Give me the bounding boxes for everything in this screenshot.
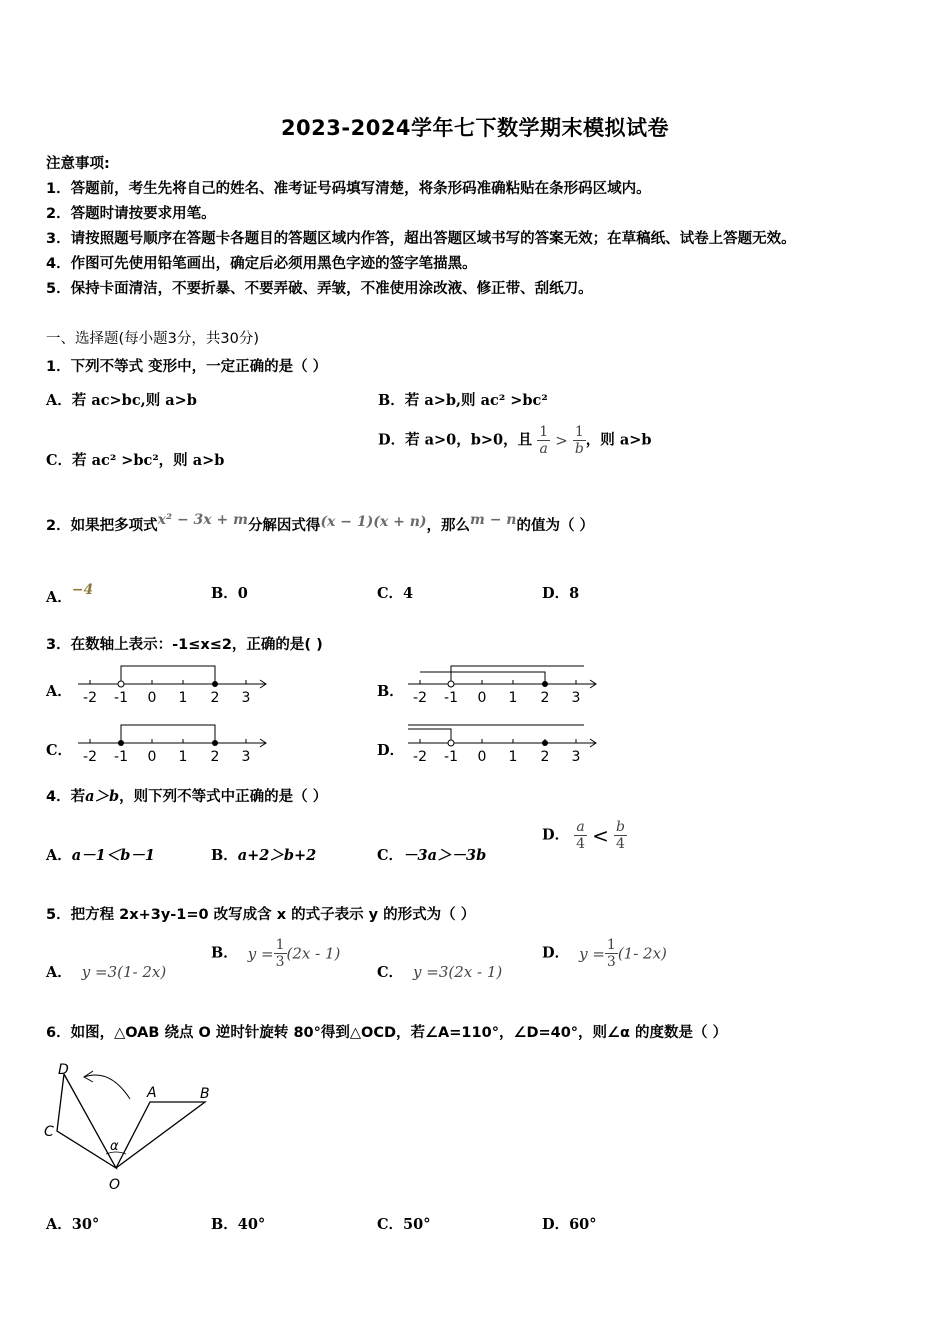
q5-b-frac [274, 937, 287, 970]
q4-c-label: C． [377, 847, 404, 864]
q2-d-value: 8 [569, 585, 580, 602]
q1-option-d [378, 424, 652, 457]
q2-post: 的值为（ ） [516, 518, 595, 534]
frac-den: 3 [275, 954, 285, 970]
label-a: A [147, 1085, 157, 1101]
q1-c-label: C． [46, 452, 73, 469]
q2-stem [46, 512, 594, 538]
q2-c-label: C． [377, 585, 404, 602]
q6-a-label: A． [46, 1216, 72, 1233]
notice-item-2: 2．答题时请按要求用笔。 [46, 206, 216, 222]
q1-a-text: 若 ac>bc,则 a>b [71, 392, 197, 409]
q2-d-label: D． [542, 585, 570, 602]
frac-den: b [574, 441, 584, 457]
tick-label: 1 [178, 690, 188, 706]
frac-den: 4 [615, 836, 625, 852]
tick-label: 2 [540, 690, 550, 706]
frac-num: a [574, 819, 587, 836]
q2-a-value: −4 [71, 582, 94, 598]
q2-b-value: 0 [237, 585, 248, 602]
rotation-arrow-icon [84, 1075, 130, 1099]
q3-b-label: B． [377, 683, 404, 700]
tick-label: -2 [83, 749, 97, 765]
q5-d-post: (1- 2x) [617, 944, 667, 963]
open-dot [448, 681, 454, 687]
closed-dot [212, 740, 218, 746]
q2-mid2: ，那么 [426, 518, 471, 534]
q2-mid: 分解因式得 [247, 518, 321, 534]
range-bracket [121, 725, 215, 743]
q5-a-label: A． [46, 964, 72, 981]
closed-dot [542, 740, 548, 746]
q4-stem-expr: a＞b [85, 788, 120, 805]
q2-option-a [46, 582, 93, 607]
q6-c-value: 50° [403, 1216, 431, 1233]
notice-item-1: 1．答题前，考生先将自己的姓名、准考证号码填写清楚，将条形码准确粘贴在条形码区域内。 [46, 181, 651, 197]
q3-numberline-d [398, 719, 608, 767]
tick-label: 3 [241, 690, 251, 706]
q6-stem: 6．如图，△OAB 绕点 O 逆时针旋转 80°得到△OCD，若∠A=110°，∠D=40°，则∠α 的度数是（ ） [46, 1025, 728, 1041]
tick-label: 2 [540, 749, 550, 765]
q2-expr: m − n [470, 512, 517, 528]
range-ray [451, 666, 584, 684]
q5-c-label: C． [377, 964, 404, 981]
page-title: 2023-2024学年七下数学期末模拟试卷 [280, 116, 670, 140]
tick-label: 2 [210, 749, 220, 765]
notice-item-3: 3．请按照题号顺序在答题卡各题目的答题区域内作答，超出答题区域书写的答案无效；在草稿纸、试卷上答题无效。 [46, 231, 796, 247]
q1-option-a [46, 389, 197, 410]
label-c: C [44, 1124, 54, 1140]
q2-factor: (x − 1)(x + n) [320, 514, 427, 530]
section-heading: 一、选择题(每小题3分，共30分) [46, 331, 259, 347]
q4-option-b [211, 844, 316, 865]
q1-a-label: A． [46, 392, 72, 409]
q6-d-value: 60° [569, 1216, 597, 1233]
q2-poly: x² − 3x + m [157, 512, 248, 528]
label-d: D [58, 1062, 69, 1078]
frac-num: b [615, 819, 625, 835]
q6-b-label: B． [211, 1216, 238, 1233]
notice-heading: 注意事项: [46, 156, 110, 172]
q2-c-value: 4 [403, 585, 414, 602]
tick-label: -2 [413, 690, 427, 706]
tick-label: -1 [114, 749, 128, 765]
q4-option-c [377, 844, 486, 865]
frac-den: 4 [576, 836, 586, 852]
q5-option-c [377, 961, 502, 982]
frac-den: a [539, 441, 548, 457]
tick-label: -2 [413, 749, 427, 765]
q2-option-c [377, 582, 413, 603]
open-dot [118, 681, 124, 687]
q2-b-label: B． [211, 585, 238, 602]
q5-b-label: B． [211, 944, 238, 962]
q6-option-c [377, 1213, 430, 1234]
q4-stem-post: ，则下列不等式中正确的是（ ） [119, 789, 328, 805]
q5-option-a [46, 961, 166, 982]
q4-d-lt: < [592, 823, 609, 848]
tick-label: 3 [571, 690, 581, 706]
q6-c-label: C． [377, 1216, 404, 1233]
closed-dot [212, 681, 218, 687]
q2-pre: 2．如果把多项式 [46, 518, 158, 534]
q1-d-frac-1b [573, 424, 586, 457]
q5-option-d [542, 937, 667, 970]
notice-item-4: 4．作图可先使用铅笔画出，确定后必须用黑色字迹的签字笔描黑。 [46, 256, 477, 272]
closed-dot [118, 740, 124, 746]
q3-a-label: A． [46, 683, 72, 700]
q3-stem: 3．在数轴上表示：-1≤x≤2，正确的是( ) [46, 637, 323, 653]
q5-a-eq: y =3(1- 2x) [81, 963, 167, 981]
q2-option-b [211, 582, 248, 603]
frac-num: 1 [539, 424, 549, 440]
q4-b-value: a+2＞b+2 [237, 847, 317, 864]
notice-item-5: 5．保持卡面清洁，不要折暴、不要弄破、弄皱，不准使用涂改液、修正带、刮纸刀。 [46, 281, 593, 297]
q1-stem: 1．下列不等式 变形中，一定正确的是（ ） [46, 359, 328, 375]
arrow-head-icon [84, 1071, 93, 1082]
tick-label: 0 [147, 690, 157, 706]
q4-a-label: A． [46, 847, 72, 864]
tick-label: -1 [444, 749, 458, 765]
frac-den: 3 [606, 954, 616, 970]
q4-d-label: D． [542, 826, 570, 844]
q6-b-value: 40° [237, 1216, 266, 1233]
q4-a-value: a－1＜b－1 [71, 847, 155, 864]
q6-rotation-figure [40, 1058, 230, 1198]
q4-d-frac-b [614, 819, 627, 852]
ticks [90, 680, 246, 684]
tick-label: 0 [147, 749, 157, 765]
q1-c-text: 若 ac² >bc²，则 a>b [72, 452, 225, 469]
triangle-oab [116, 1102, 205, 1168]
frac-num: 1 [606, 937, 616, 953]
tick-label: -2 [83, 690, 97, 706]
q1-b-text: 若 a>b,则 ac² >bc² [404, 392, 548, 409]
tick-label: 3 [241, 749, 251, 765]
q1-d-pre: 若 a>0，b>0，且 [405, 431, 533, 449]
q6-option-b [211, 1213, 265, 1234]
ticks [420, 680, 576, 684]
ticks [420, 739, 576, 743]
range-ray [408, 729, 451, 743]
tick-label: 3 [571, 749, 581, 765]
q3-numberline-c [68, 719, 278, 767]
open-dot [448, 740, 454, 746]
q4-option-d [542, 819, 627, 852]
q2-a-label: A． [46, 589, 72, 606]
q2-option-d [542, 582, 579, 603]
q4-c-value: －3a＞－3b [403, 847, 487, 864]
tick-label: 2 [210, 690, 220, 706]
q1-b-label: B． [378, 392, 405, 409]
q4-d-frac-a [574, 819, 587, 852]
q6-option-a [46, 1213, 99, 1234]
q5-b-post: (2x - 1) [286, 944, 341, 963]
frac-num: 1 [573, 424, 586, 441]
q5-option-b [211, 937, 340, 970]
q5-b-pre: y = [247, 944, 274, 963]
q3-d-label: D． [377, 742, 405, 759]
q5-stem: 5．把方程 2x+3y-1=0 改写成含 x 的式子表示 y 的形式为（ ） [46, 907, 476, 923]
label-b: B [200, 1086, 210, 1102]
frac-num: 1 [275, 937, 285, 953]
q3-numberline-b [398, 660, 608, 708]
q4-b-label: B． [211, 847, 238, 864]
q6-option-d [542, 1213, 597, 1234]
q5-d-frac [605, 937, 618, 970]
tick-label: 1 [508, 749, 518, 765]
range-bracket [121, 666, 215, 684]
tick-label: 1 [508, 690, 518, 706]
tick-label: -1 [114, 690, 128, 706]
tick-label: 0 [477, 690, 487, 706]
ticks [90, 739, 246, 743]
closed-dot [542, 681, 548, 687]
q5-d-pre: y = [579, 944, 605, 963]
q1-d-gt: > [555, 431, 568, 450]
q1-d-label: D． [378, 431, 406, 449]
label-o: O [109, 1177, 121, 1193]
tick-label: 1 [178, 749, 188, 765]
tick-label: -1 [444, 690, 458, 706]
q6-d-label: D． [542, 1216, 570, 1233]
q1-option-b [378, 389, 548, 410]
q5-c-eq: y =3(2x - 1) [413, 963, 503, 981]
q1-d-frac-1a [537, 424, 550, 457]
q3-numberline-a [68, 660, 278, 708]
q3-c-label: C． [46, 742, 73, 759]
q5-d-label: D． [542, 944, 570, 962]
q1-d-post: ，则 a>b [585, 431, 652, 449]
tick-label: 0 [477, 749, 487, 765]
label-alpha: α [110, 1139, 119, 1154]
q6-a-value: 30° [71, 1216, 100, 1233]
q4-stem-pre: 4．若 [46, 789, 86, 805]
q4-stem [46, 785, 327, 806]
q4-option-a [46, 844, 155, 865]
q1-option-c [46, 449, 224, 470]
